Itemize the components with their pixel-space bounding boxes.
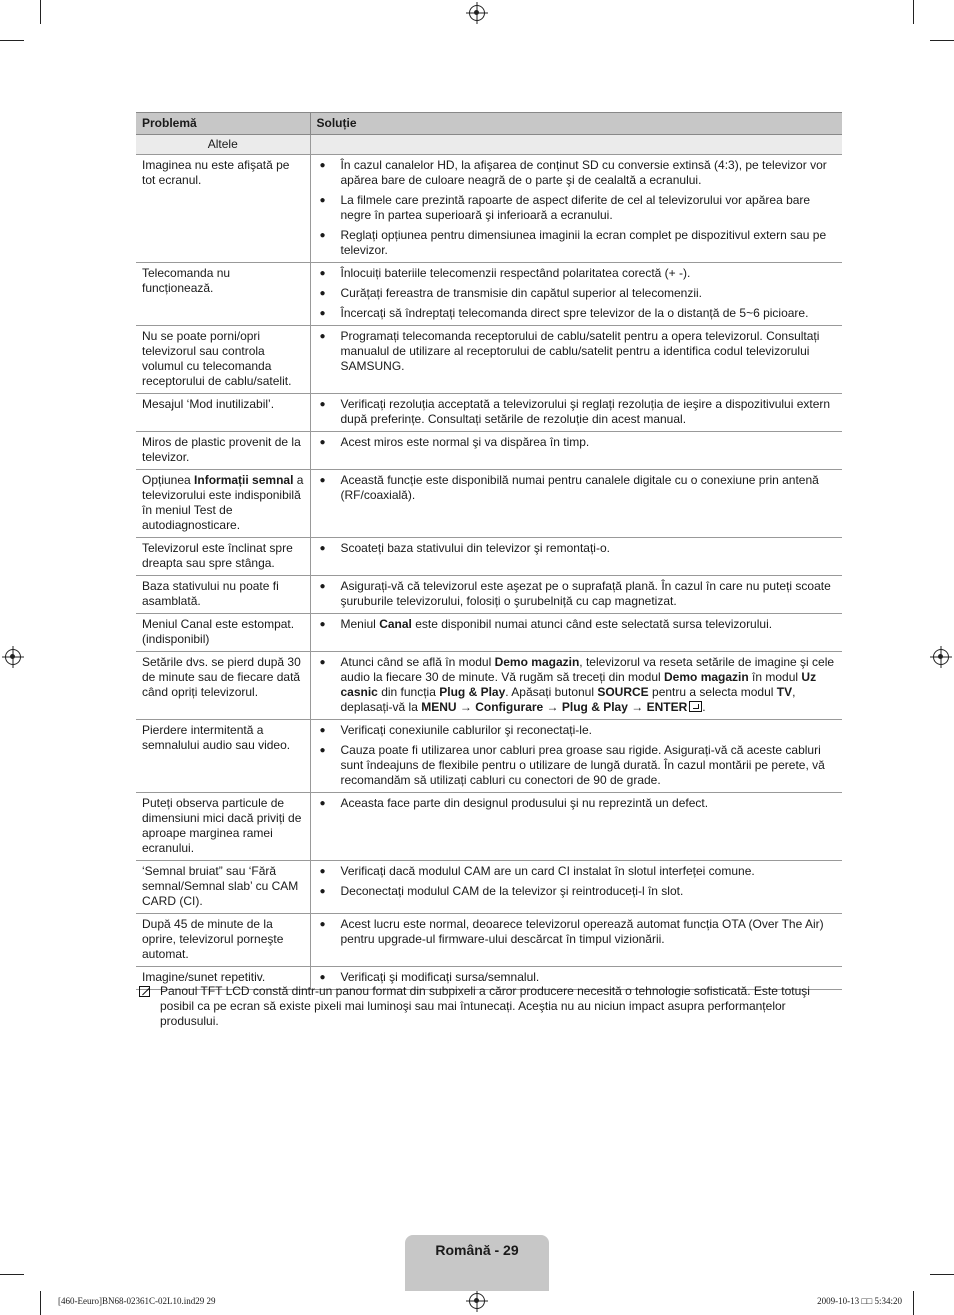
footer-file-info: [460-Eeuro]BN68-02361C-02L10.ind29 29 [58, 1296, 216, 1306]
column-header-solution: Soluție [310, 113, 842, 135]
solution-item: ● În cazul canalelor HD, la afişarea de conținut SD cu conversie extinsă (4:3), pe televizor vor apărea bare de culoare neagră de o parte şi de cealaltă a ecranului. [317, 158, 837, 188]
problem-cell: Meniul Canal este estompat. (indisponibil) [136, 614, 310, 652]
solution-item: ● Această funcție este disponibilă numai pentru canalele digitale cu o conexiune prin antenă (RF/coaxială). [317, 473, 837, 503]
table-row [136, 326, 842, 394]
table-row [136, 793, 842, 861]
table-row [136, 155, 842, 263]
solution-item: ● Meniul Canal este disponibil numai atunci când este selectată sursa televizorului. [317, 617, 837, 632]
solution-cell [310, 538, 842, 576]
solution-cell [310, 263, 842, 326]
bold-term: Canal [379, 617, 412, 631]
solution-item: ● Reglați opțiunea pentru dimensiunea imaginii la ecran complet pe dispozitivul extern sau pe televizor. [317, 228, 837, 258]
table-row [136, 576, 842, 614]
solution-item: ● Scoateți baza stativului din televizor şi remontați-o. [317, 541, 837, 556]
bold-term: Informații semnal [194, 473, 294, 487]
footer-timestamp: 2009-10-13 □□ 5:34:20 [817, 1296, 902, 1306]
problem-cell: După 45 de minute de la oprire, televizorul porneşte automat. [136, 914, 310, 967]
problem-cell: Baza stativului nu poate fi asamblată. [136, 576, 310, 614]
solution-item: ● Verificați conexiunile cablurilor şi reconectați-le. [317, 723, 837, 738]
solution-item: ● Deconectați modulul CAM de la televizor şi reintroduceți-l în slot. [317, 884, 837, 899]
solution-item: ● Acest lucru este normal, deoarece televizorul operează automat funcția OTA (Over The Air) pentru upgrade-ul firmware-ului descărcat în timpul vizionării. [317, 917, 837, 947]
solution-cell [310, 576, 842, 614]
table-row [136, 394, 842, 432]
solution-cell [310, 720, 842, 793]
problem-cell: Miros de plastic provenit de la televizor. [136, 432, 310, 470]
solution-item: ● Acest miros este normal şi va dispărea în timp. [317, 435, 837, 450]
problem-cell: Telecomanda nu funcționează. [136, 263, 310, 326]
solution-item: ● Verificați dacă modulul CAM are un card CI instalat în slotul interfeței comune. [317, 864, 837, 879]
solution-cell [310, 394, 842, 432]
solution-cell [310, 432, 842, 470]
note-text: Panoul TFT LCD constă dintr-un panou format din subpixeli a căror producere necesită o tehnologie sofisticată. Este totuşi posibil ca pe ecran să existe pixeli mai luminoşi sau mai întunecați. Aceştia nu au niciun impact asupra performanțelor produsului. [160, 984, 810, 1028]
menu-path: MENU → Configurare → Plug & Play → ENTER [421, 700, 688, 714]
table-row [136, 914, 842, 967]
solution-item: ● Asigurați-vă că televizorul este aşezat pe o suprafață plană. În cazul în care nu puteți scoate şuruburile televizorului, folosiți o şurubelniță cu cap magnetizat. [317, 579, 837, 609]
column-header-problem: Problemă [136, 113, 310, 135]
problem-cell: Nu se poate porni/opri televizorul sau controla volumul cu telecomanda receptorului de cablu/satelit. [136, 326, 310, 394]
table-row [136, 470, 842, 538]
solution-item: ● Încercați să îndreptați telecomanda direct spre televizor de la o distanță de 5~6 picioare. [317, 306, 837, 321]
solution-cell [310, 652, 842, 720]
section-row [136, 135, 842, 155]
solution-item: ● Curățați fereastra de transmisie din capătul superior al telecomenzii. [317, 286, 837, 301]
crop-mark [913, 1291, 914, 1315]
crop-mark [0, 1274, 24, 1275]
problem-cell: Pierdere intermitentă a semnalului audio sau video. [136, 720, 310, 793]
registration-mark-icon [469, 5, 485, 21]
note-block [136, 984, 842, 1029]
solution-item: ● Programați telecomanda receptorului de cablu/satelit pentru a opera televizorul. Consultați manualul de utilizare al receptorului de cablu/satelit pentru a identifica codul televizorului SAMSUNG. [317, 329, 837, 374]
problem-cell: Puteți observa particule de dimensiuni mici dacă priviți de aproape marginea ramei ecranului. [136, 793, 310, 861]
crop-mark [930, 40, 954, 41]
problem-cell: ‘Semnal bruiat” sau ‘Fără semnal/Semnal slab’ cu CAM CARD (CI). [136, 861, 310, 914]
problem-cell: Imaginea nu este afişată pe tot ecranul. [136, 155, 310, 263]
registration-mark-icon [933, 649, 949, 665]
solution-cell [310, 861, 842, 914]
crop-mark [930, 1274, 954, 1275]
table-row [136, 614, 842, 652]
table-row [136, 538, 842, 576]
table-row [136, 861, 842, 914]
table-header-row [136, 113, 842, 135]
problem-cell: Opțiunea Informații semnal a televizorului este indisponibilă în meniul Test de autodiagnosticare. [136, 470, 310, 538]
solution-item: ● Cauza poate fi utilizarea unor cabluri prea groase sau rigide. Asigurați-vă că aceste cabluri sunt îndeajuns de flexibile pentru o utilizare de lungă durată. În cazul montării pe perete, vă recomandăm să utilizați cabluri cu conectori de 90 de grade. [317, 743, 837, 788]
solution-item: ● Aceasta face parte din designul produsului şi nu reprezintă un defect. [317, 796, 837, 811]
enter-key-icon [689, 701, 702, 712]
problem-cell: Imagine/sunet repetitiv. [136, 967, 310, 990]
solution-cell [310, 470, 842, 538]
solution-item: ● La filmele care prezintă rapoarte de aspect diferite de cel al televizorului vor apărea bare negre în partea superioară şi inferioară a ecranului. [317, 193, 837, 223]
registration-mark-icon [469, 1293, 485, 1309]
section-label: Altele [136, 135, 310, 155]
problem-cell: Televizorul este înclinat spre dreapta sau spre stânga. [136, 538, 310, 576]
solution-item: ● Verificați şi modificați sursa/semnalul. [317, 970, 837, 985]
crop-mark [40, 1291, 41, 1315]
table-row [136, 652, 842, 720]
solution-item: ● Verificați rezoluția acceptată a televizorului şi reglați rezoluția de ieşire a dispozitivului extern după preferințe. Consultați setările de rezoluție din acest manual. [317, 397, 837, 427]
table-row [136, 720, 842, 793]
solution-item: ● Atunci când se află în modul Demo magazin, televizorul va reseta setările de imagine şi cele audio la fiecare 30 de minute. Vă rugăm să treceți din modul Demo magazin în modul Uz casnic din funcția Plug & Play. Apăsați butonul SOURCE pentru a selecta modul TV, deplasați-vă la MENU → Configurare → Plug & Play → ENTER . [317, 655, 837, 715]
crop-mark [0, 40, 24, 41]
table-row [136, 432, 842, 470]
note-icon [139, 986, 150, 997]
problem-cell: Setările dvs. se pierd după 30 de minute sau de fiecare dată când opriți televizorul. [136, 652, 310, 720]
solution-cell [310, 914, 842, 967]
troubleshooting-table [136, 112, 842, 990]
solution-cell [310, 326, 842, 394]
solution-cell [310, 614, 842, 652]
crop-mark [913, 0, 914, 24]
solution-cell [310, 155, 842, 263]
crop-mark [40, 0, 41, 24]
solution-item: ● Înlocuiți bateriile telecomenzii respectând polaritatea corectă (+ -). [317, 266, 837, 281]
table-row [136, 263, 842, 326]
registration-mark-icon [5, 649, 21, 665]
page-number-tab: Română - 29 [405, 1235, 549, 1291]
problem-cell: Mesajul ‘Mod inutilizabil’. [136, 394, 310, 432]
solution-cell [310, 793, 842, 861]
